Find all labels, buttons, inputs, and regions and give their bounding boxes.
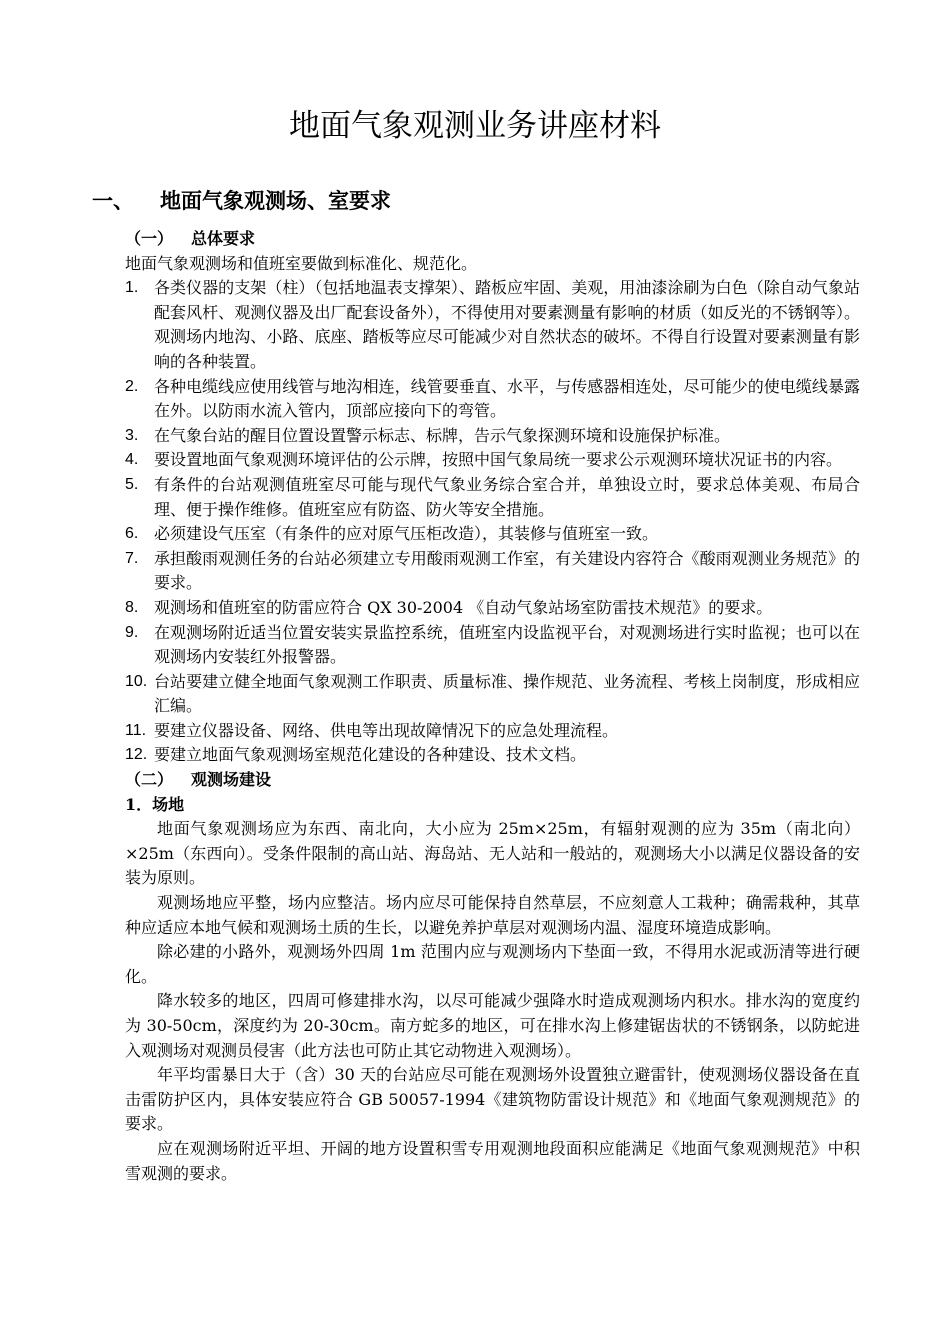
document-title: 地面气象观测业务讲座材料 [289,108,661,144]
list-item [125,424,860,449]
list-item [125,621,860,670]
list-item-text: 各种电缆线应使用线管与地沟相连，线管要垂直、水平，与传感器相连处，尽可能少的使电缆线暴露在外。以防雨水流入管内，顶部应接向下的弯管。 [154,376,860,421]
list-item-number: 2. [125,377,139,395]
section-number: 一、 [92,188,134,213]
subsection-heading-text: 总体要求 [191,229,256,248]
list-item-number: 1. [125,279,139,297]
site-heading: 1．场地 [125,794,185,814]
subsection-number: （二） [125,770,174,790]
list-item-text: 必须建设气压室（有条件的应对原气压柜改造），其装修与值班室一致。 [154,524,659,544]
list-item-number: 3. [125,426,139,444]
subsection-heading-general [125,227,860,252]
intro-paragraph: 地面气象观测场和值班室要做到标准化、规范化。 [125,253,478,273]
list-item-number: 9. [125,623,139,641]
list-item-text: 要设置地面气象观测环境评估的公示牌，按照中国气象局统一要求公示观测环境状况证书的内容。 [154,450,843,470]
body-paragraph: 降水较多的地区，四周可修建排水沟，以尽可能减少强降水时造成观测场内积水。排水沟的宽度约为 30-50cm，深度约为 20-30cm。南方蛇多的地区，可在排水沟上修建锯齿状的不锈钢条，以防蛇进入观测场对观测员侵害（此方法也可防止其它动物进入观测场）。 [125,991,860,1060]
list-item-text: 要建立仪器设备、网络、供电等出现故障情况下的应急处理流程。 [154,720,619,740]
list-item-number: 10. [125,672,148,690]
body-paragraph: 除必建的小路外，观测场外四周 1m 范围内应与观测场内下垫面一致，不得用水泥或沥清等进行硬化。 [125,942,860,986]
body-paragraph: 应在观测场附近平坦、开阔的地方设置积雪专用观测地段面积应能满足《地面气象观测规范》中积雪观测的要求。 [125,1138,860,1183]
list-item-text: 观测场和值班室的防雷应符合 QX 30-2004 《自动气象站场室防雷技术规范》的要求。 [154,597,773,617]
body-paragraph: 地面气象观测场应为东西、南北向，大小应为 25m×25m，有辐射观测的应为 35m（南北向）×25m（东西向）。受条件限制的高山站、海岛站、无人站和一般站的，观测场大小以满足仪器设备的安装为原则。 [125,819,860,888]
section-heading [92,186,872,216]
list-item [125,375,860,424]
list-item-number: 12. [125,746,148,764]
list-item-text: 台站要建立健全地面气象观测工作职责、质量标准、操作规范、业务流程、考核上岗制度，形成相应汇编。 [154,671,860,716]
subsection-heading-site-construction [125,768,860,793]
list-item-number: 11. [125,721,147,739]
list-item-number: 8. [125,598,139,616]
list-item [125,448,860,473]
requirements-list [125,276,860,768]
list-item-number: 4. [125,451,139,469]
list-item [125,596,860,621]
section-heading-text: 地面气象观测场、室要求 [160,188,391,213]
list-item-text: 要建立地面气象观测场室规范化建设的各种建设、技术文档。 [154,745,587,765]
list-item-number: 6. [125,525,139,543]
list-item [125,276,860,374]
list-item [125,719,860,744]
list-item [125,522,860,547]
list-item [125,547,860,596]
list-item-text: 各类仪器的支架（柱）（包括地温表支撑架）、踏板应牢固、美观，用油漆涂刷为白色（除自动气象站配套风杆、观测仪器及出厂配套设备外），不得使用对要素测量有影响的材质（如反光的不锈钢等）。观测场内地沟、小路、底座、踏板等应尽可能减少对自然状态的破坏。不得自行设置对要素测量有影响的各种装置。 [154,278,860,371]
list-item [125,670,860,719]
list-item [125,473,860,522]
subsection-number: （一） [125,229,174,248]
body-paragraph: 年平均雷暴日大于（含）30 天的台站应尽可能在观测场外设置独立避雷针，使观测场仪器设备在直击雷防护区内，具体安装应符合 GB 50057-1994《建筑物防雷设计规范》和《地面气象观测规范》的要求。 [125,1065,860,1134]
list-item-text: 承担酸雨观测任务的台站必须建立专用酸雨观测工作室，有关建设内容符合《酸雨观测业务规范》的要求。 [154,548,860,593]
list-item-number: 7. [125,549,139,567]
subsection-heading-text: 观测场建设 [191,770,272,790]
list-item-text: 在气象台站的醒目位置设置警示标志、标牌，告示气象探测环境和设施保护标准。 [154,425,731,445]
list-item-text: 在观测场附近适当位置安装实景监控系统，值班室内设监视平台，对观测场进行实时监视；也可以在观测场内安装红外报警器。 [154,622,860,667]
document-body [125,227,860,1186]
list-item-number: 5. [125,475,139,493]
list-item [125,743,860,768]
body-paragraph: 观测场地应平整，场内应整洁。场内应尽可能保持自然草层，不应刻意人工栽种；确需栽种，其草种应适应本地气候和观测场土质的生长，以避免养护草层对观测场内温、湿度环境造成影响。 [125,893,860,937]
list-item-text: 有条件的台站观测值班室尽可能与现代气象业务综合室合并，单独设立时，要求总体美观、布局合理、便于操作维修。值班室应有防盗、防火等安全措施。 [154,474,860,519]
